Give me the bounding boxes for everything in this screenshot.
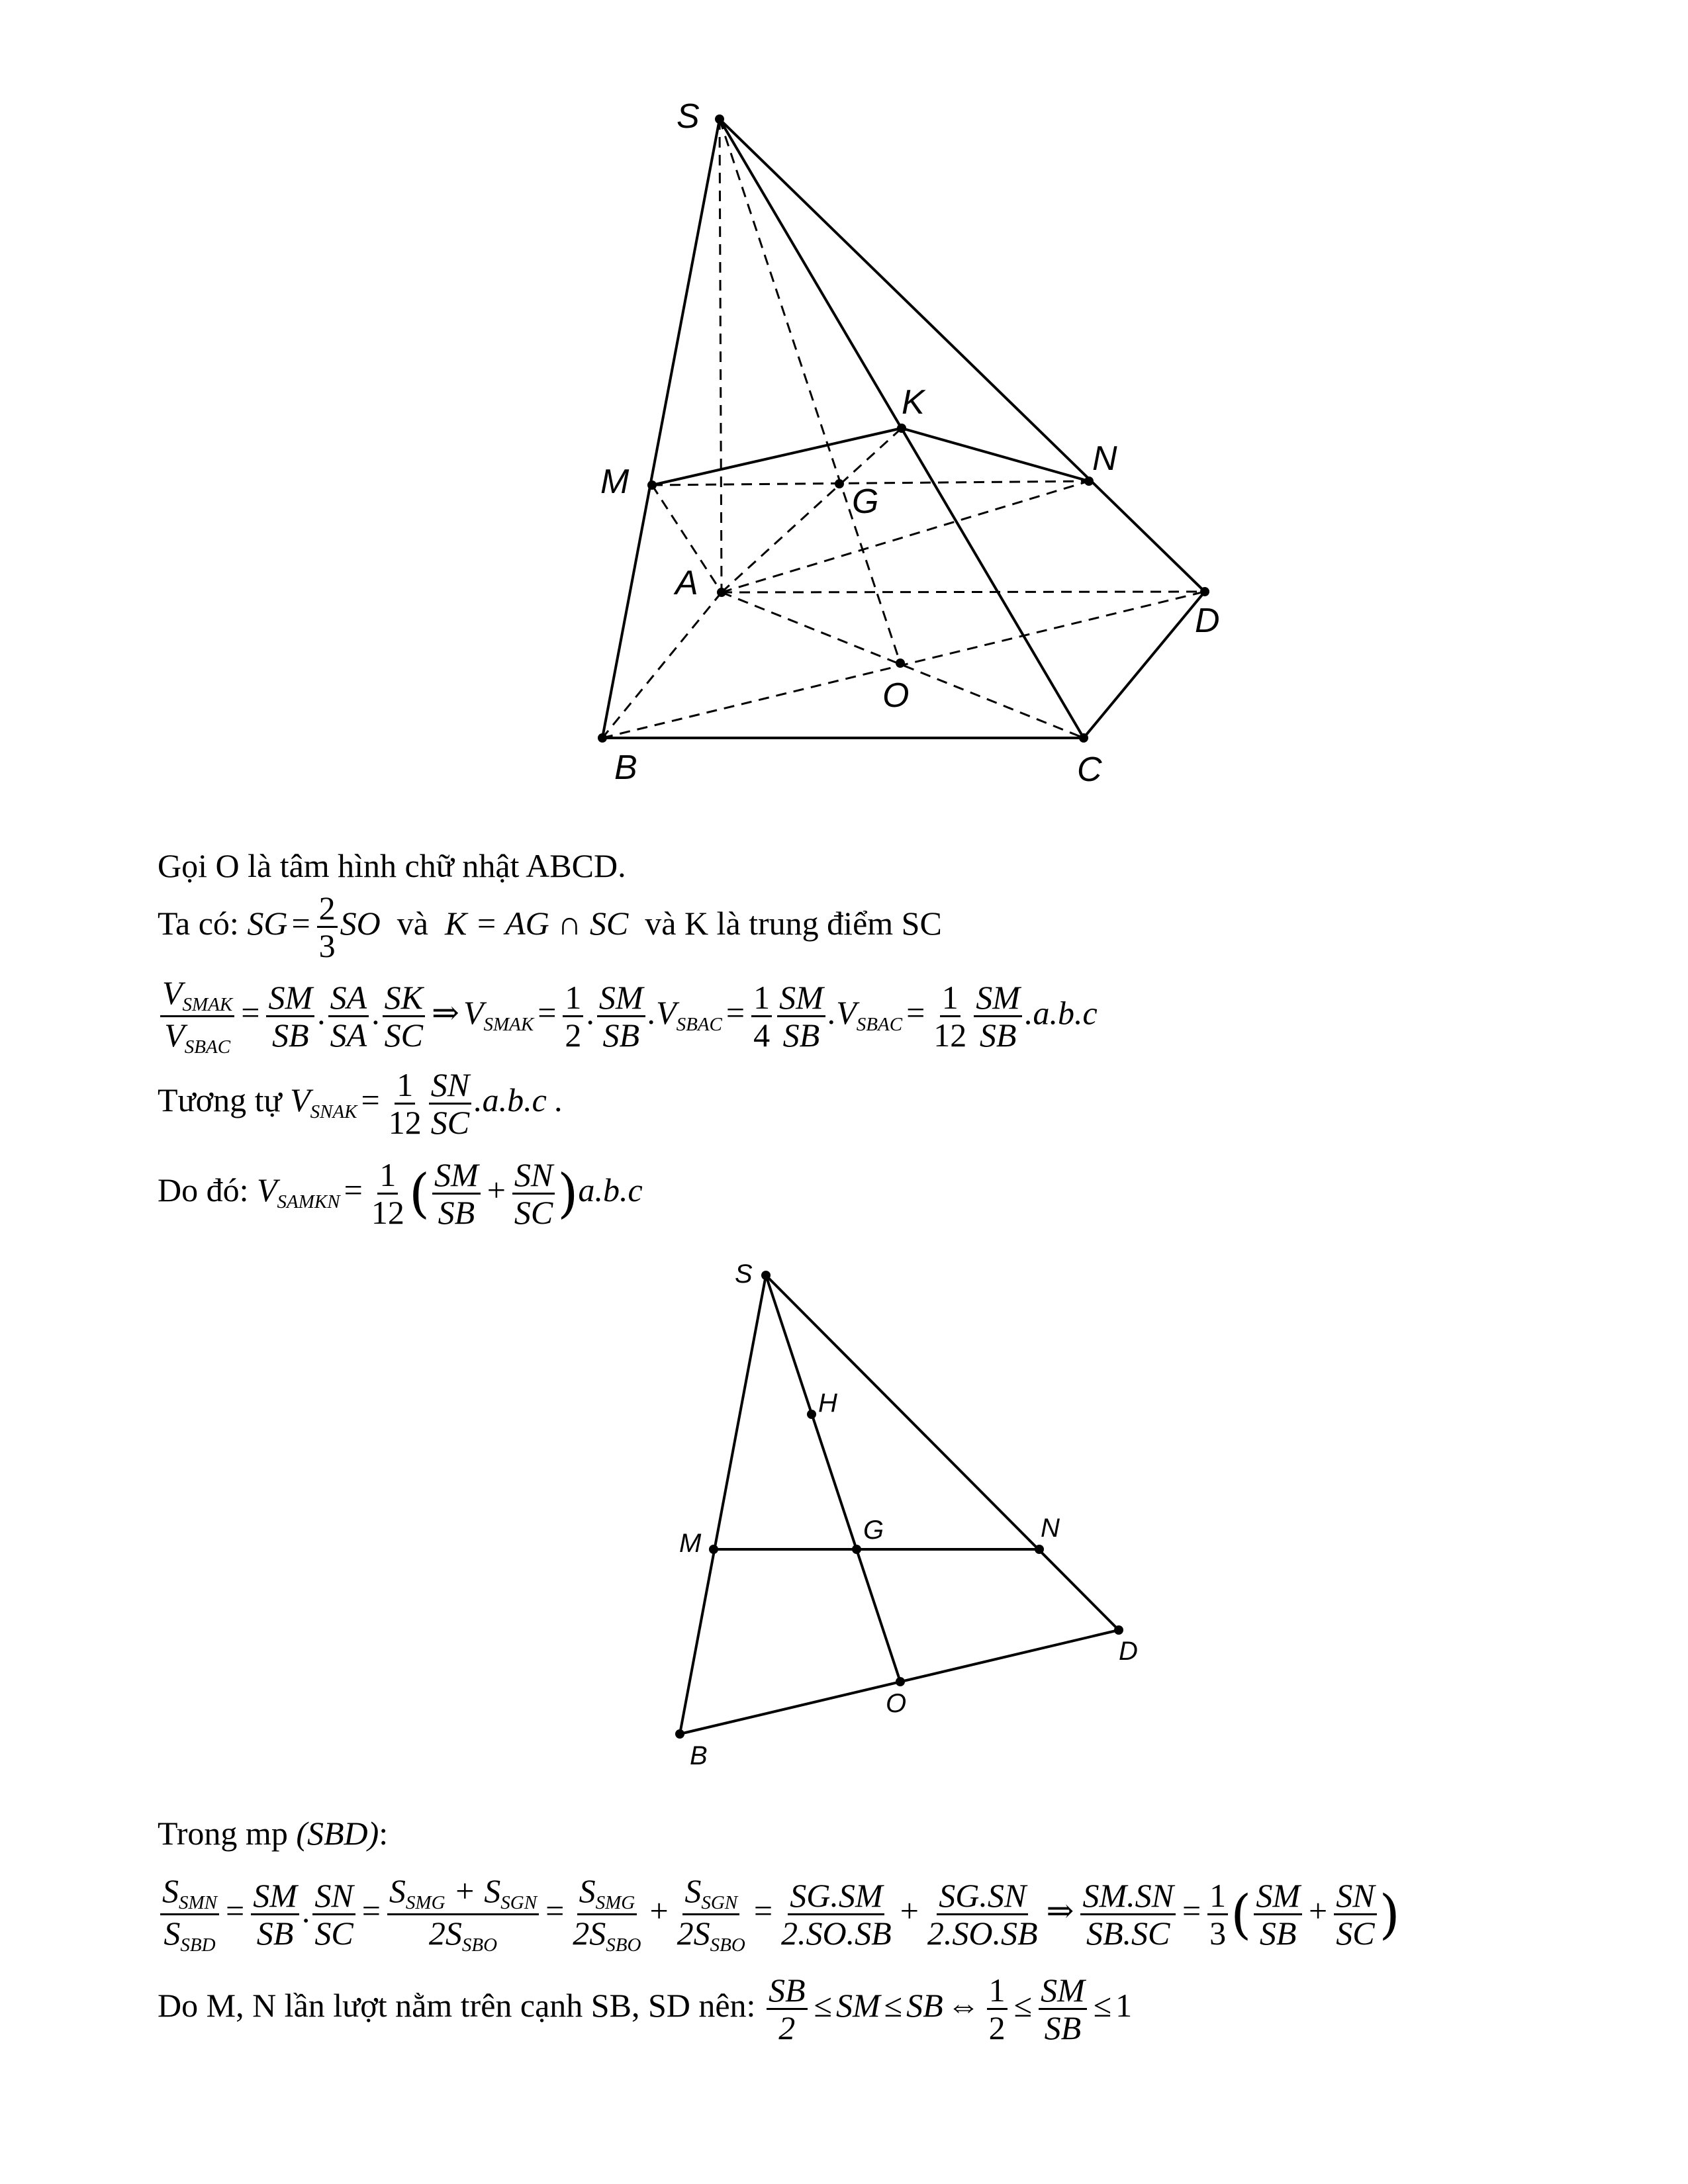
label-D: D [1195, 602, 1220, 640]
formula-volume-ratio: $\frac{V_{SMAK}}{V_{SBAC}}$ = $\frac{SM}{SB}$ . $\frac{SA}{SA}$ . $\frac{SK}{SC}$ ⇒ $V_{SMAK}$ = $\frac{1}{2}$ . $\frac{SM}{SB}$ $.V_{SBAC}$ = $\frac{1}{4}$ $\frac{SM}{SB}$ $.V_{SBAC}$ = $\frac{1}{12}$ $\frac{SM}{SB}$ .a.b.c [158, 975, 1098, 1058]
label-C: C [1077, 751, 1102, 789]
label-S: S [735, 1259, 753, 1289]
sentence-center-O: Gọi O là tâm hình chữ nhật ABCD. [158, 847, 626, 884]
formula-snak: Tương tự $V_{SNAK}$ = $\frac{1}{12}$ $\frac{SN}{SC}$ .a.b.c . [158, 1066, 563, 1141]
label-N: N [1041, 1514, 1060, 1543]
formula-area-ratio: $\frac{S_{SMN}}{S_{SBD}}$ = $\frac{SM}{SB}$ . $\frac{SN}{SC}$ = $\frac{S_{SMG} + S_{SGN}}{2S_{SBO}}$ = $\frac{S_{SMG}}{2S_{SBO}}$ + $\frac{S_{SGN}}{2S_{SBO}}$ = $\frac{SG.SM}{2.SO.SB}$ + $\frac{SG.SN}{2.SO.SB}$ ⇒ $\frac{SM.SN}{SB.SC}$ = $\frac{1}{3}$ ( $\frac{SM}{SB}$ + $\frac{SN}{SC}$ ) [158, 1873, 1400, 1956]
label-S: S [677, 97, 700, 136]
formula-samkn: Do đó: $V_{SAMKN}$ = $\frac{1}{12}$ ( $\frac{SM}{SB}$ + $\frac{SN}{SC}$ )a.b.c [158, 1156, 643, 1231]
label-A: A [675, 564, 698, 602]
label-B: B [614, 749, 637, 787]
text-line-2: Ta có: SG = $\frac{2}{3}$ SO và K = AG ∩ SC và K là trung điểm SC [158, 889, 942, 964]
text-plane-sbd: Trong mp (SBD): [158, 1815, 389, 1852]
label-K: K [902, 383, 925, 422]
label-G: G [852, 482, 879, 521]
label-N: N [1092, 439, 1117, 478]
label-O: O [886, 1689, 907, 1718]
label-D: D [1119, 1637, 1138, 1666]
label-H: H [818, 1388, 837, 1418]
label-O: O [882, 676, 910, 715]
label-M: M [679, 1529, 702, 1558]
label-G: G [863, 1516, 884, 1545]
formula-bounds: Do M, N lần lượt nằm trên cạnh SB, SD nên: $\frac{SB}{2}$ ≤ SM ≤ SB ⇔ $\frac{1}{2}$ ≤ $\frac{SM}{SB}$ ≤ 1 [158, 1972, 1133, 2046]
label-B: B [690, 1741, 708, 1770]
label-M: M [600, 463, 630, 501]
k-intersection: K = AG ∩ SC [444, 904, 629, 942]
